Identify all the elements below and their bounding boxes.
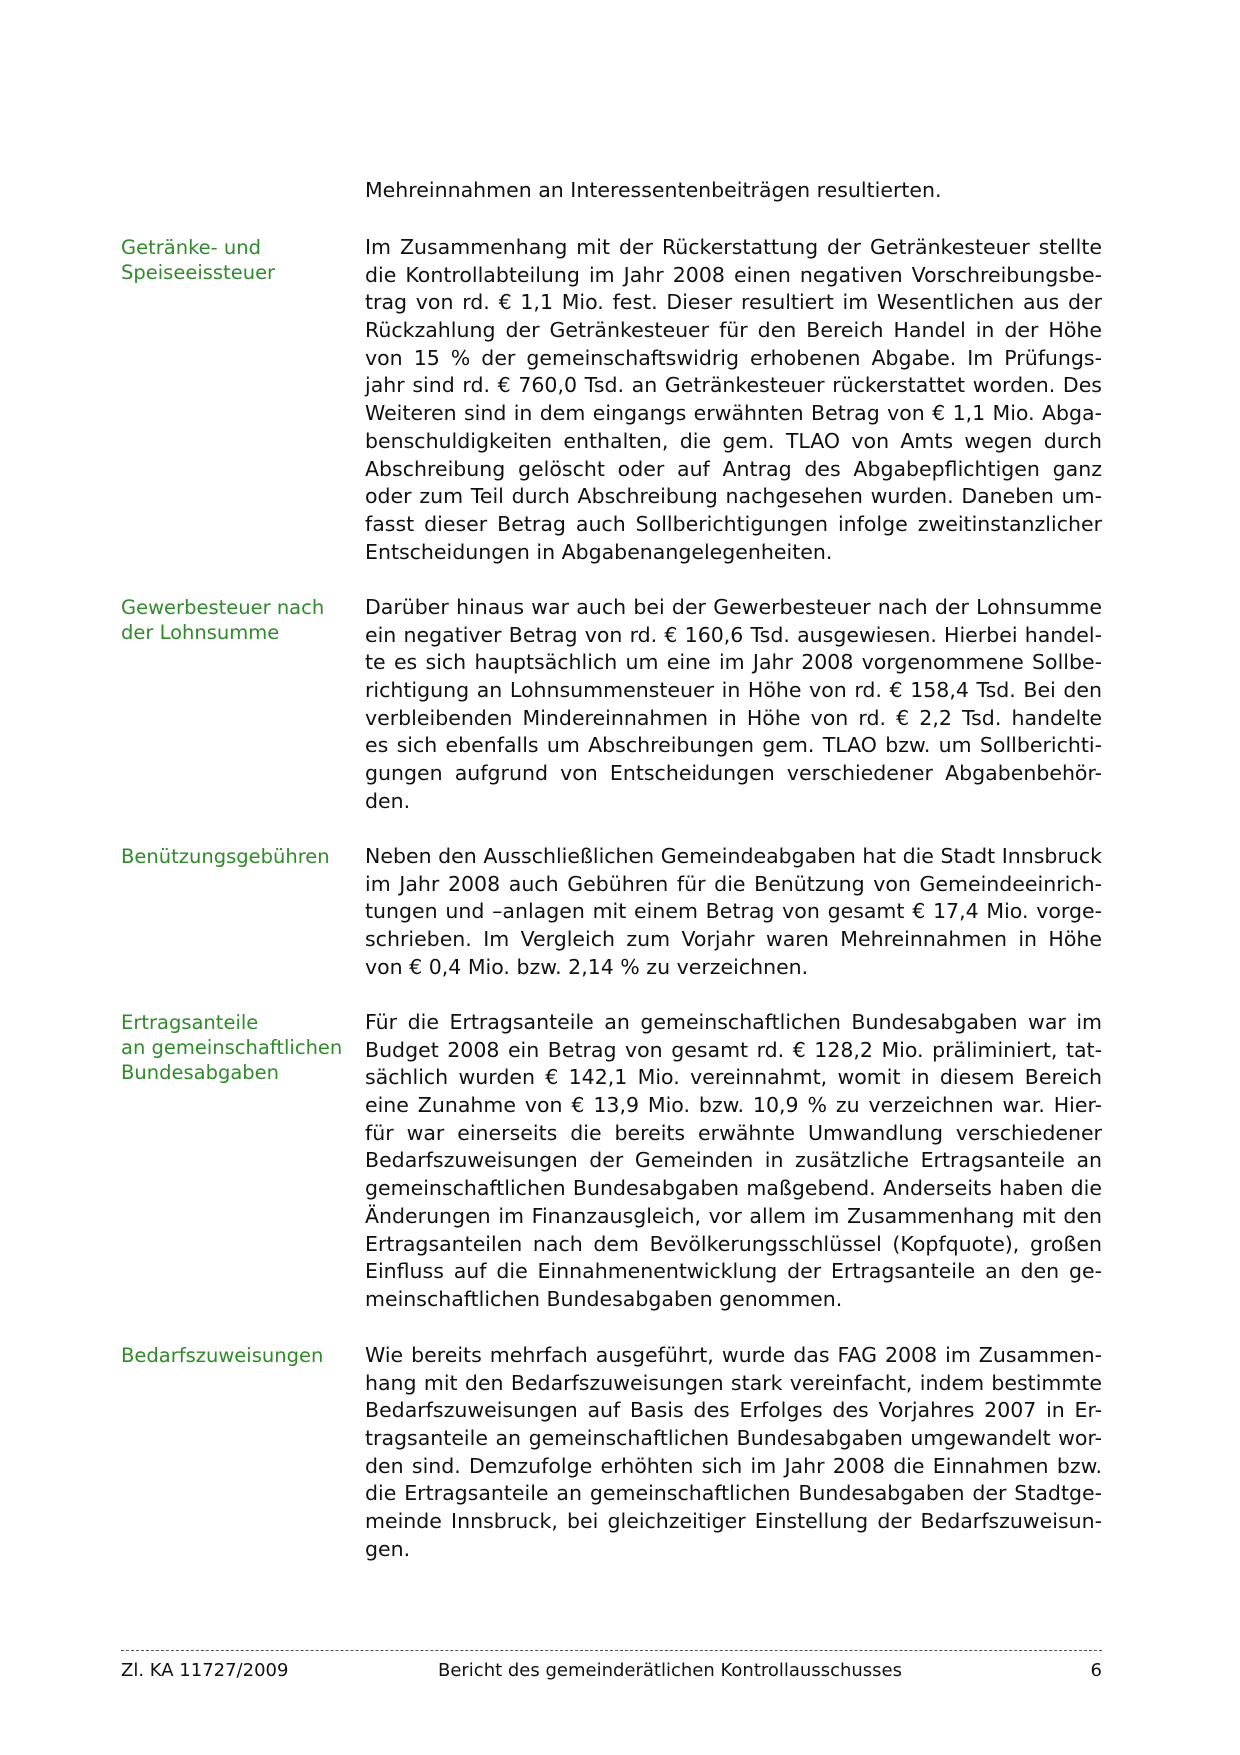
text-line: gemeinschaftlichen Bundesabgaben maßgebend. Anderseits haben die [365,1176,1102,1201]
text-line: von € 0,4 Mio. bzw. 2,14 % zu verzeichnen. [365,954,809,979]
text-line: schrieben. Im Vergleich zum Vorjahr waren Mehreinnahmen in Höhe [365,927,1102,952]
text-line: gungen aufgrund von Entscheidungen verschiedener Abgabenbehör- [365,761,1102,786]
margin-label-line: Benützungsgebühren [121,845,330,868]
margin-label-bedarfszuweisungen [121,1343,351,1368]
text-line: Einfluss auf die Einnahmenentwicklung der Ertragsanteile an den ge- [365,1259,1102,1284]
text-line: hang mit den Bedarfszuweisungen stark vereinfacht, indem bestimmte [365,1370,1102,1395]
text-line: Wie bereits mehrfach ausgeführt, wurde das FAG 2008 im Zusammen- [365,1343,1102,1367]
intro-paragraph [365,177,1102,205]
text-line: eine Zunahme von € 13,9 Mio. bzw. 10,9 % zu verzeichnen war. Hier- [365,1093,1102,1118]
text-line: jahr sind rd. € 760,0 Tsd. an Getränkesteuer rückerstattet worden. Des [365,373,1102,398]
text-line: richtigung an Lohnsummensteuer in Höhe von rd. € 158,4 Tsd. Bei den [365,678,1102,703]
text-line: oder zum Teil durch Abschreibung nachgesehen wurden. Daneben um- [365,484,1102,509]
text-line: tungen und –anlagen mit einem Betrag von gesamt € 17,4 Mio. vorge- [365,899,1102,924]
margin-label-line: der Lohnsumme [121,621,280,644]
text-line: Entscheidungen in Abgabenangelegenheiten. [365,539,833,564]
text-line: tragsanteile an gemeinschaftlichen Bundesabgaben umgewandelt wor- [365,1426,1102,1451]
paragraph-bedarfszuweisungen [365,1342,1102,1564]
paragraph-ertragsanteile [365,1009,1102,1314]
margin-label-gewerbesteuer [121,595,351,645]
text-line: Für die Ertragsanteile an gemeinschaftlichen Bundesabgaben war im [365,1010,1102,1034]
text-line: Im Zusammenhang mit der Rückerstattung der Getränkesteuer stellte [365,235,1102,259]
paragraph-getraenkesteuer [365,234,1102,566]
text-line: gen. [365,1536,411,1561]
text-line: im Jahr 2008 auch Gebühren für die Benützung von Gemeindeeinrich- [365,871,1102,896]
text-line: Budget 2008 ein Betrag von gesamt rd. € 128,2 Mio. präliminiert, tat- [365,1037,1102,1062]
text-line: Bedarfszuweisungen der Gemeinden in zusätzliche Ertragsanteile an [365,1148,1102,1173]
text-line: von 15 % der gemeinschaftswidrig erhobenen Abgabe. Im Prüfungs- [365,345,1102,370]
text-line: te es sich hauptsächlich um eine im Jahr 2008 vorgenommene Sollbe- [365,650,1102,675]
text-line: es sich ebenfalls um Abschreibungen gem. TLAO bzw. um Sollberichti- [365,733,1102,758]
text-line: Abschreibung gelöscht oder auf Antrag des Abgabepflichtigen ganz [365,456,1102,481]
margin-label-line: Bundesabgaben [121,1061,280,1084]
text-line: trag von rd. € 1,1 Mio. fest. Dieser resultiert im Wesentlichen aus der [365,290,1102,315]
footer-divider [121,1650,1102,1651]
paragraph-gewerbesteuer [365,594,1102,816]
text-line: Ertragsanteilen nach dem Bevölkerungsschlüssel (Kopfquote), großen [365,1231,1102,1256]
margin-label-line: Getränke- und [121,236,262,259]
text-line: Rückzahlung der Getränkesteuer für den Bereich Handel in der Höhe [365,318,1102,343]
text-line: den. [365,788,411,813]
text-line: den sind. Demzufolge erhöhten sich im Jahr 2008 die Einnahmen bzw. [365,1453,1102,1478]
text-line: Mehreinnahmen an Interessentenbeiträgen resultierten. [365,178,942,202]
margin-label-line: Bedarfszuweisungen [121,1344,324,1367]
text-line: Neben den Ausschließlichen Gemeindeabgaben hat die Stadt Innsbruck [365,844,1102,868]
margin-label-line: Speiseeissteuer [121,261,276,284]
margin-label-line: an gemeinschaftlichen [121,1036,343,1059]
text-line: meinde Innsbruck, bei gleichzeitiger Einstellung der Bedarfszuweisun- [365,1509,1102,1534]
text-line: sächlich wurden € 142,1 Mio. vereinnahmt, womit in diesem Bereich [365,1065,1102,1090]
page-number: 6 [1090,1660,1102,1681]
text-line: für war einerseits die bereits erwähnte Umwandlung verschiedener [365,1120,1102,1145]
text-line: Weiteren sind in dem eingangs erwähnten Betrag von € 1,1 Mio. Abga- [365,401,1102,426]
margin-label-benuetzungsgebuehren [121,844,351,869]
footer-title: Bericht des gemeinderätlichen Kontrollausschusses [437,1660,903,1681]
text-line: die Kontrollabteilung im Jahr 2008 einen negativen Vorschreibungsbe- [365,262,1102,287]
margin-label-line: Ertragsanteile [121,1011,259,1034]
margin-label-line: Gewerbesteuer nach [121,596,325,619]
text-line: benschuldigkeiten enthalten, die gem. TLAO von Amts wegen durch [365,428,1102,453]
text-line: die Ertragsanteile an gemeinschaftlichen Bundesabgaben der Stadtge- [365,1481,1102,1506]
text-line: Bedarfszuweisungen auf Basis des Erfolges des Vorjahres 2007 in Er- [365,1398,1102,1423]
margin-label-ertragsanteile [121,1010,351,1085]
text-line: verbleibenden Mindereinnahmen in Höhe von rd. € 2,2 Tsd. handelte [365,705,1102,730]
text-line: fasst dieser Betrag auch Sollberichtigungen infolge zweitinstanzlicher [365,511,1102,536]
text-line: ein negativer Betrag von rd. € 160,6 Tsd. ausgewiesen. Hierbei handel- [365,622,1102,647]
text-line: meinschaftlichen Bundesabgaben genommen. [365,1286,843,1311]
margin-label-getraenkesteuer [121,235,351,285]
paragraph-benuetzungsgebuehren [365,843,1102,981]
text-line: Änderungen im Finanzausgleich, vor allem im Zusammenhang mit den [365,1203,1102,1228]
footer-reference: Zl. KA 11727/2009 [121,1660,289,1681]
text-line: Darüber hinaus war auch bei der Gewerbesteuer nach der Lohnsumme [365,595,1102,619]
